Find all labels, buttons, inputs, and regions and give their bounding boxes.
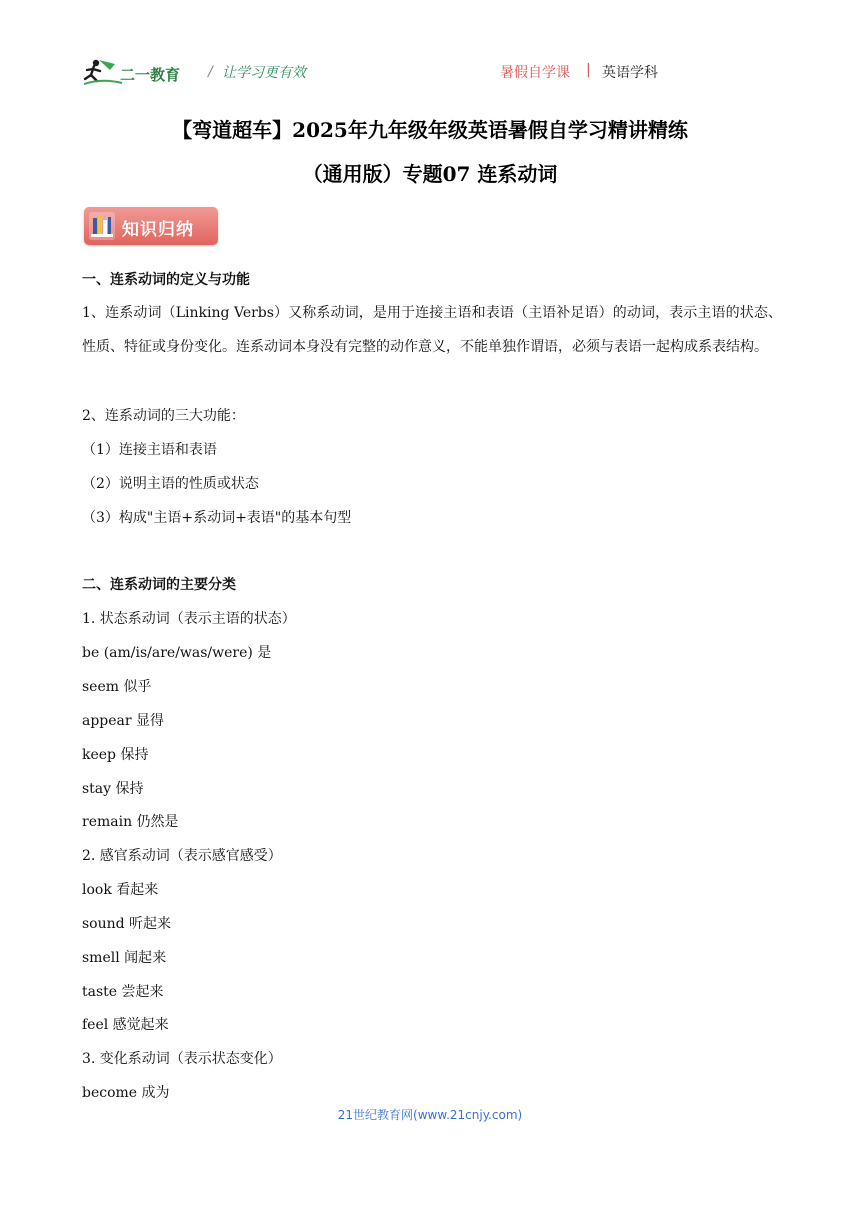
verb-item: look 看起来 — [82, 882, 159, 898]
category-heading: 2. 感官系动词（表示感官感受） — [82, 848, 282, 864]
subject-label: 英语学科 — [602, 65, 658, 81]
verb-item: taste 尝起来 — [82, 984, 164, 1000]
page-footer: 21世纪教育网(www.21cnjy.com) — [337, 1108, 523, 1122]
list-item: 2、连系动词的三大功能： — [82, 408, 245, 424]
slogan: 让学习更有效 — [222, 65, 306, 81]
course-label: 暑假自学课 — [500, 65, 570, 81]
knowledge-summary-badge — [84, 207, 218, 245]
verb-item: sound 听起来 — [82, 916, 172, 932]
verb-item: seem 似乎 — [82, 679, 152, 695]
function-item: （3）构成"主语+系动词+表语"的基本句型 — [82, 510, 352, 526]
category-heading: 3. 变化系动词（表示状态变化） — [82, 1051, 282, 1067]
badge-label: 知识归纳 — [122, 220, 194, 240]
verb-item: feel 感觉起来 — [82, 1017, 169, 1033]
verb-item: keep 保持 — [82, 747, 149, 763]
slogan-separator: / — [208, 64, 213, 80]
logo — [82, 56, 194, 90]
verb-item: remain 仍然是 — [82, 814, 179, 830]
function-item: （2）说明主语的性质或状态 — [82, 476, 259, 492]
function-item: （1）连接主语和表语 — [82, 442, 217, 458]
verb-item: become 成为 — [82, 1085, 170, 1101]
doc-title-line-1: 【弯道超车】2025年九年级年级英语暑假自学习精讲精练 — [172, 118, 688, 142]
verb-item: be (am/is/are/was/were) 是 — [82, 645, 272, 661]
books-icon — [89, 212, 115, 240]
category-heading: 1. 状态系动词（表示主语的状态） — [82, 611, 296, 627]
doc-title-line-2: （通用版）专题07 连系动词 — [302, 162, 558, 186]
verb-item: stay 保持 — [82, 781, 144, 797]
section-heading: 一、连系动词的定义与功能 — [82, 272, 250, 288]
verb-item: appear 显得 — [82, 713, 165, 729]
header-separator: | — [586, 62, 591, 78]
verb-item: smell 闻起来 — [82, 950, 167, 966]
paragraph: 1、连系动词（Linking Verbs）又称系动词，是用于连接主语和表语（主语补足语）的动词，表示主语的状态、性质、特征或身份变化。连系动词本身没有完整的动作意义，不能单独作谓语，必须与表语一起构成系表结构。 — [82, 305, 782, 355]
section-heading: 二、连系动词的主要分类 — [82, 577, 236, 593]
page-header — [82, 54, 782, 94]
svg-text:二一教育: 二一教育 — [120, 66, 181, 84]
